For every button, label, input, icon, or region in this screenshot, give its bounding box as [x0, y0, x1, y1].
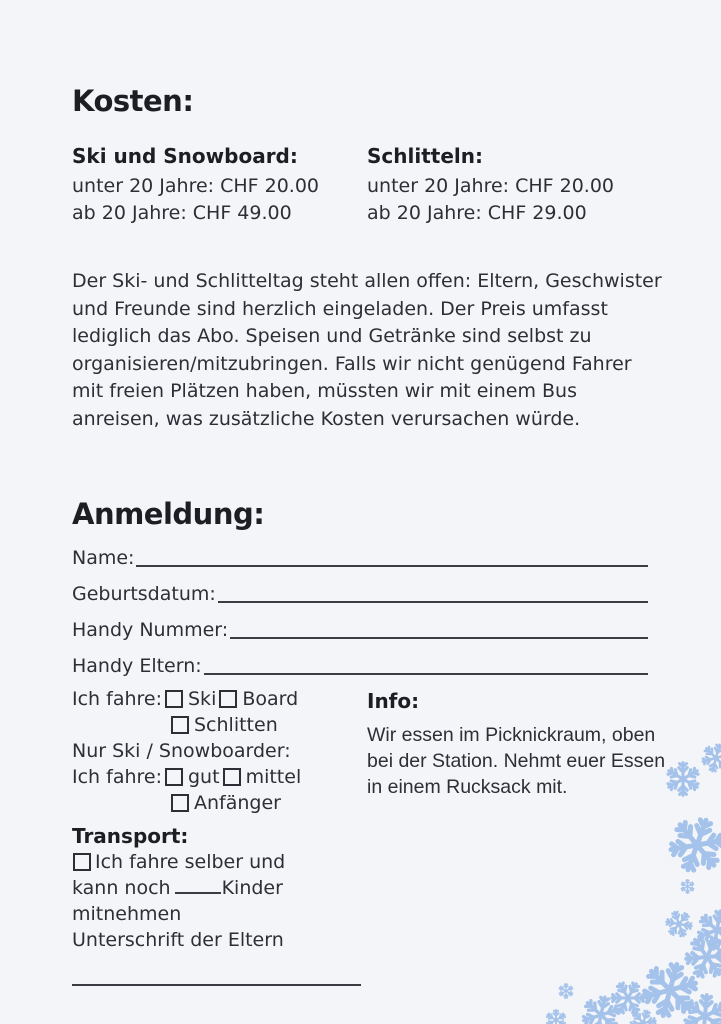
ski-option-label: Ski [188, 688, 217, 710]
info-text: Wir essen im Picknickraum, oben bei der Station. Nehmt euer Essen in einem Rucksack mit. [367, 724, 666, 798]
handy-eltern-field-line [204, 673, 648, 675]
anfaenger-checkbox [171, 794, 189, 812]
handy-nummer-label: Handy Nummer: [72, 619, 229, 641]
anmeldung-title: Anmeldung: [72, 497, 265, 531]
info-box [367, 689, 667, 800]
field-row-handy-eltern [72, 641, 648, 677]
signature-label: Unterschrift der Eltern [72, 929, 284, 951]
snowflake-icon [698, 740, 721, 777]
ride-options-row2 [72, 712, 382, 738]
transport-checkbox-label: Ich fahre selber und [95, 851, 286, 873]
name-label: Name: [72, 547, 135, 569]
cost-heading-ski: Ski und Snowboard: [72, 144, 298, 168]
checkbox-section [72, 686, 382, 986]
board-checkbox [219, 690, 237, 708]
snowflake-icon [545, 1009, 567, 1024]
transport-row3: mitnehmen [72, 903, 182, 925]
transport-line2-after: Kinder [221, 877, 283, 899]
kosten-title: Kosten: [72, 84, 194, 118]
cost-heading-schlitteln: Schlitteln: [367, 144, 483, 168]
ride-options-row1 [72, 686, 382, 712]
geburtsdatum-label: Geburtsdatum: [72, 583, 216, 605]
transport-row1 [72, 849, 382, 875]
board-option-label: Board [242, 688, 299, 710]
selbstfahrer-checkbox [73, 853, 91, 871]
skill-options-row2 [72, 790, 382, 816]
ski-checkbox [165, 690, 183, 708]
cost-line: ab 20 Jahre: CHF 49.00 [72, 202, 292, 224]
mittel-checkbox [223, 768, 241, 786]
gut-option-label: gut [188, 766, 220, 788]
skill-prefix: Ich fahre: [72, 766, 162, 788]
intro-paragraph: Der Ski- und Schlitteltag steht allen offen: Eltern, Geschwister und Freunde sind herzlich eingeladen. Der Preis umfasst lediglich das Abo. Speisen und Getränke sind selbst zu organisieren/mitzubringen. Falls wir nicht genügend Fahrer mit freien Plätzen haben, müssten wir mit einem Bus anreisen, was zusätzliche Kosten verursachen würde. [72, 270, 662, 430]
handy-nummer-field-line [230, 637, 648, 639]
anfaenger-option-label: Anfänger [194, 792, 281, 814]
schlitten-option-label: Schlitten [194, 714, 278, 736]
nur-ski-label: Nur Ski / Snowboarder: [72, 740, 291, 762]
schlitten-checkbox [171, 716, 189, 734]
cost-line: unter 20 Jahre: CHF 20.00 [367, 175, 615, 197]
kinder-count-blank [175, 892, 221, 894]
snowflake-icon [660, 808, 721, 882]
field-row-geburtsdatum [72, 569, 648, 605]
cost-line: ab 20 Jahre: CHF 29.00 [367, 202, 587, 224]
transport-row2 [72, 875, 382, 901]
snowflake-icon [558, 983, 574, 999]
skill-options-row1 [72, 764, 382, 790]
transport-title: Transport: [72, 824, 189, 848]
ride-prefix: Ich fahre: [72, 688, 162, 710]
info-title: Info: [367, 689, 420, 713]
cost-column-schlitteln [367, 143, 614, 227]
signature-line [72, 984, 361, 986]
cost-line: unter 20 Jahre: CHF 20.00 [72, 175, 320, 197]
cost-column-ski [72, 143, 319, 227]
snowflake-icon [680, 879, 695, 894]
field-row-handy-nummer [72, 605, 648, 641]
handy-eltern-label: Handy Eltern: [72, 655, 202, 677]
geburtsdatum-field-line [218, 601, 648, 603]
name-field-line [136, 565, 648, 567]
snowflake-icon [665, 761, 701, 797]
mittel-option-label: mittel [245, 766, 302, 788]
field-row-name [72, 533, 648, 569]
snowflake-icon [680, 991, 721, 1024]
transport-line2-before: kann noch [72, 877, 171, 899]
gut-checkbox [165, 768, 183, 786]
registration-fields [72, 533, 648, 677]
